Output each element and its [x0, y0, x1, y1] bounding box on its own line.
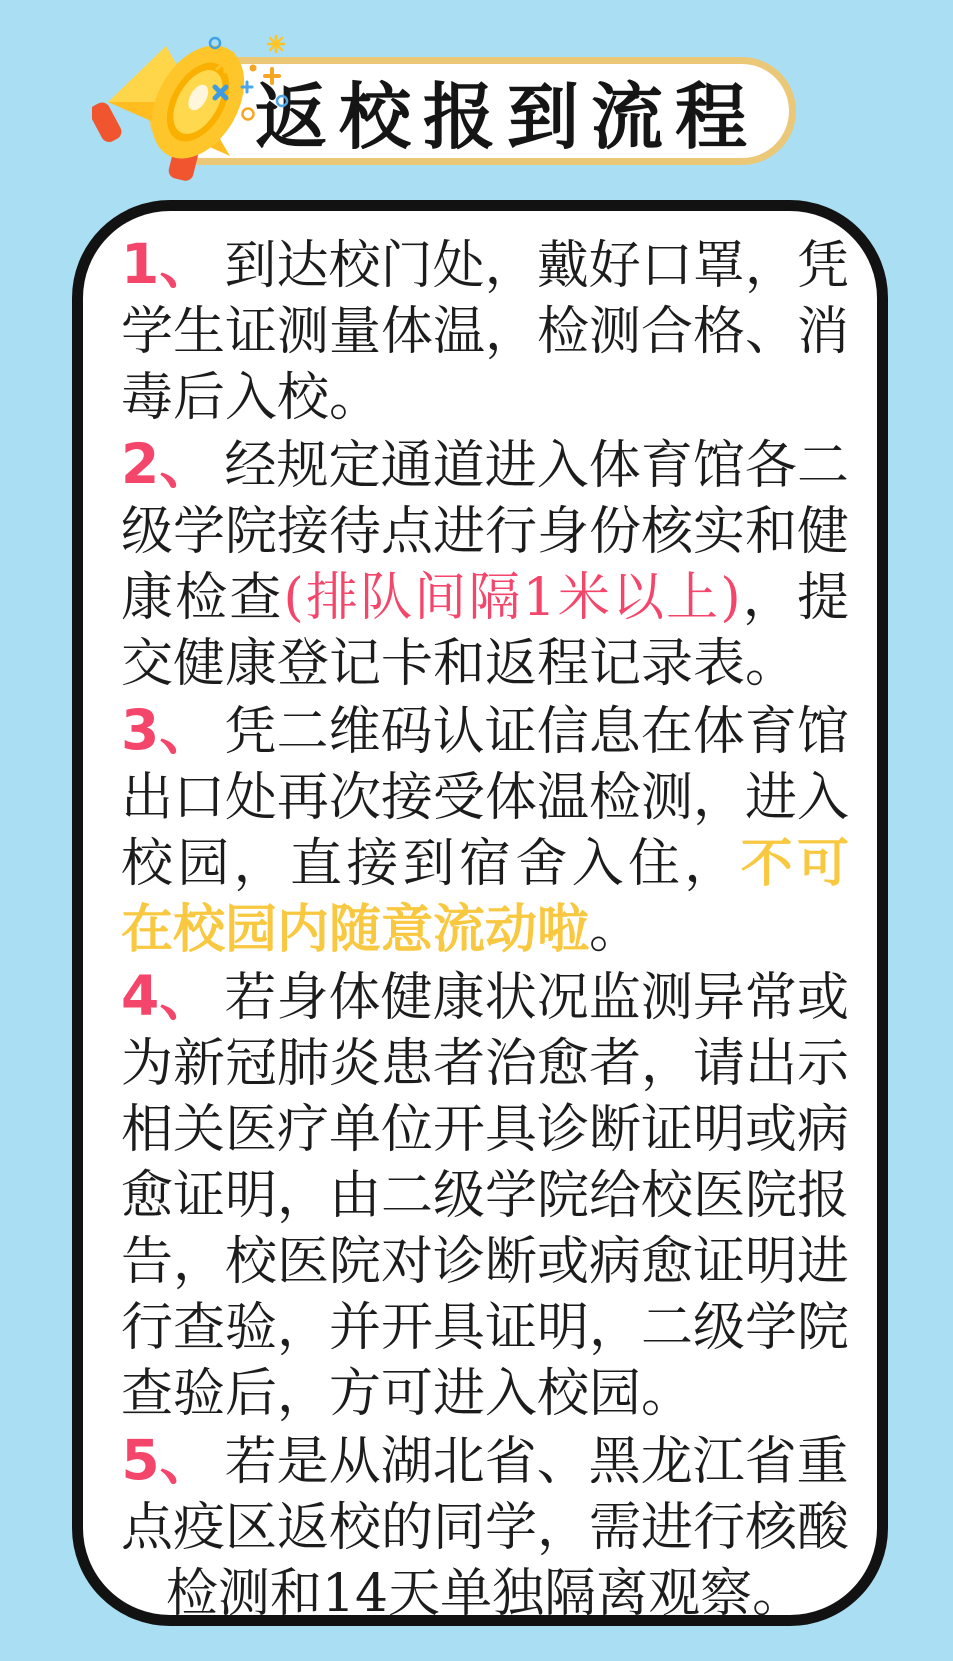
sparkle-dot-orange-icon — [250, 65, 257, 72]
step-number-2: 2、 — [121, 432, 215, 496]
sparkle-ring-orange-icon — [243, 109, 254, 120]
step-number-3: 3、 — [121, 698, 215, 762]
step-text-highlight-yellow: 不可在校园内随意流动啦 — [121, 834, 849, 960]
step-text: ，提交健康登记卡和返程记录表。 — [121, 568, 849, 694]
step-item-3 — [121, 697, 849, 963]
sparkle-x-blue-icon — [215, 87, 226, 98]
sparkle-ring-blue-icon — [210, 38, 220, 48]
step-text: 到达校门处，戴好口罩，凭学生证测量体温，检测合格、消毒后入校。 — [121, 236, 850, 428]
step-text: 。 — [589, 900, 642, 960]
sparkle-starburst-icon — [214, 50, 236, 72]
sparkle-plus-blue-icon — [242, 82, 252, 92]
sparkles-decoration — [190, 33, 312, 127]
step-text: 凭二维码认证信息在体育馆出口处再次接受体温检测，进入校园，直接到宿舍入住， — [121, 702, 850, 894]
step-item-1 — [121, 231, 849, 431]
step-item-5 — [121, 1427, 849, 1627]
sparkle-starburst-icon — [268, 36, 284, 52]
step-text: 若身体健康状况监测异常或为新冠肺炎患者治愈者，请出示相关医疗单位开具诊断证明或病愈证明，由二级学院给校医院报告，校医院对诊断或病愈证明进行查验，并开具证明，二级学院查验后，方可进入校园。 — [121, 968, 850, 1424]
step-text-highlight-pink: (排队间隔1米以上) — [283, 568, 741, 628]
step-item-2 — [121, 431, 849, 697]
step-text: 经规定通道进入体育馆各二级学院接待点进行身份核实和健康检查 — [121, 436, 850, 628]
process-card — [72, 200, 888, 1626]
step-item-4 — [121, 963, 849, 1427]
step-number-4: 4、 — [121, 964, 215, 1028]
step-number-1: 1、 — [121, 232, 215, 296]
sparkle-ring-blue-icon — [277, 96, 287, 106]
sparkle-plus-orange-icon — [265, 69, 279, 83]
step-number-5: 5、 — [121, 1428, 215, 1492]
step-text: 若是从湖北省、黑龙江省重点疫区返校的同学，需进行核酸检测和14天单独隔离观察。 — [121, 1432, 850, 1624]
page-title: 返校报到流程 — [254, 75, 759, 159]
